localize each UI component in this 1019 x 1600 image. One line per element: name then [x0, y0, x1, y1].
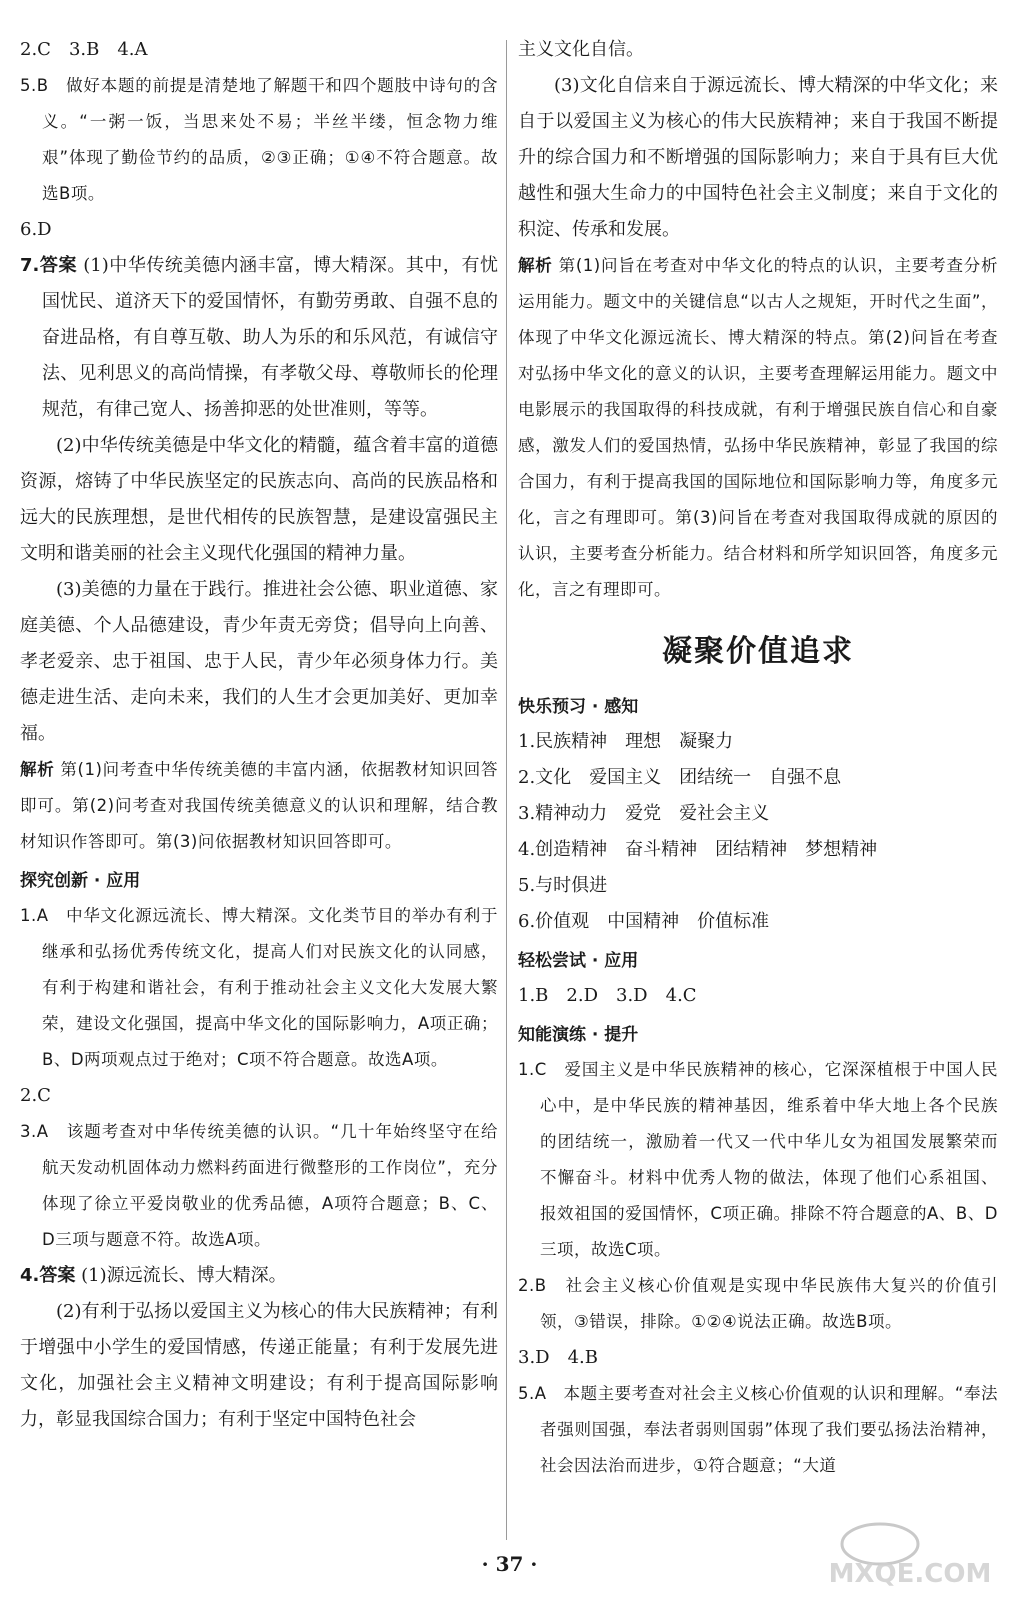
- explore-answer-3: 3.A 该题考查对中华传统美德的认识。“几十年始终坚守在给航天发动机固体动力燃料药面进行微整形的工作岗位”，充分体现了徐立平爱岗敬业的优秀品德，A项符合题意；B、C、D三项与题意不符。故选A项。: [20, 1122, 498, 1249]
- section-preview: 快乐预习 · 感知: [518, 697, 639, 717]
- answer-7-analysis: [20, 752, 498, 860]
- a4-number: 4.: [20, 1265, 40, 1286]
- explore-answer-1: 1.A 中华文化源远流长、博大精深。文化类节目的举办有利于继承和弘扬优秀传统文化，提高人们对民族文化的认同感，有利于构建和谐社会，有利于推动社会主义文化大发展大繁荣，建设文化强国，提高中华文化的国际影响力，A项正确；B、D两项观点过于绝对；C项不符合题意。故选A项。: [20, 906, 498, 1069]
- answer-7-part1: [20, 248, 498, 428]
- try-answers: 1.B 2.D 3.D 4.C: [518, 985, 697, 1006]
- q7-text-1: (1)中华传统美德内涵丰富，博大精深。其中，有忧国忧民、道济天下的爱国情怀，有勤劳勇敢、自强不息的奋进品格，有自尊互敬、助人为乐的和乐风范，有诚信守法、见利思义的高尚情操，有孝敬父母、尊敬师长的伦理规范，有律己宽人、扬善抑恶的处世准则，等等。: [42, 255, 498, 420]
- preview-2: 2.文化 爱国主义 团结统一 自强不息: [518, 767, 842, 788]
- column-divider: [506, 40, 507, 1540]
- answer-7-part2: (2)中华传统美德是中华文化的精髓，蕴含着丰富的道德资源，熔铸了中华民族坚定的民族志向、高尚的民族品格和远大的民族理想，是世代相传的民族智慧，是建设富强民主文明和谐美丽的社会主义现代化强国的精神力量。: [20, 435, 498, 564]
- answer-7-part3: (3)美德的力量在于践行。推进社会公德、职业道德、家庭美德、个人品德建设，青少年责无旁贷；倡导向上向善、孝老爱亲、忠于祖国、忠于人民，青少年必须身体力行。美德走进生活、走向未来，我们的人生才会更加美好、更加幸福。: [20, 579, 498, 744]
- preview-1: 1.民族精神 理想 凝聚力: [518, 731, 734, 752]
- explore-answer-4-part2: (2)有利于弘扬以爱国主义为核心的伟大民族精神；有利于增强中小学生的爱国情感，传递正能量；有利于发展先进文化，加强社会主义精神文明建设；有利于提高国际影响力，彰显我国综合国力；有利于坚定中国特色社会: [20, 1301, 498, 1430]
- a4-text-1: (1)源远流长、博大精深。: [81, 1265, 287, 1286]
- a4-analysis-text: 第(1)问旨在考查对中华文化的特点的认识，主要考查分析运用能力。题文中的关键信息“以古人之规矩，开时代之生面”，体现了中华文化源远流长、博大精深的特点。第(2)问旨在考查对弘扬中华文化的意义的认识，主要考查理解运用能力。题文中电影展示的我国取得的科技成就，有利于增强民族自信心和自豪感，激发人们的爱国热情，弘扬中华民族精神，彰显了我国的综合国力，有利于提高我国的国际地位和国际影响力等，角度多元化，言之有理即可。第(3)问旨在考查对我国取得成就的原因的认识，主要考查分析能力。结合材料和所学知识回答，角度多元化，言之有理即可。: [518, 256, 999, 599]
- section-explore-apply: 探究创新 · 应用: [20, 871, 141, 891]
- answer-4-part3: (3)文化自信来自于源远流长、博大精深的中华文化；来自于以爱国主义为核心的伟大民族精神；来自于我国不断提升的综合国力和不断增强的国际影响力；来自于具有巨大优越性和强大生命力的中国特色社会主义制度；来自于文化的积淀、传承和发展。: [518, 75, 998, 240]
- a4-analysis-label: 解析: [518, 256, 553, 275]
- page-number: · 37 ·: [481, 1552, 538, 1576]
- explore-answer-2: 2.C: [20, 1085, 51, 1106]
- practice-answer-2: 2.B 社会主义核心价值观是实现中华民族伟大复兴的价值引领，③错误，排除。①②④说法正确。故选B项。: [518, 1276, 998, 1331]
- watermark-text: MXQE.COM: [828, 1559, 992, 1589]
- answer-6: 6.D: [20, 219, 52, 240]
- section-practice: 知能演练 · 提升: [518, 1025, 639, 1045]
- q7-number: 7.: [20, 255, 40, 276]
- practice-answers-3-4: 3.D 4.B: [518, 1347, 599, 1368]
- answer-4-continued: 主义文化自信。: [518, 39, 644, 60]
- q7-analysis-label: 解析: [20, 760, 55, 779]
- answer-5: 5.B 做好本题的前提是清楚地了解题干和四个题肢中诗句的含义。“一粥一饭，当思来处不易；半丝半缕，恒念物力维艰”体现了勤俭节约的品质，②③正确；①④不符合题意。故选B项。: [20, 76, 498, 203]
- explore-answer-4-part1: [20, 1258, 498, 1294]
- practice-answer-1: 1.C 爱国主义是中华民族精神的核心，它深深植根于中国人民心中，是中华民族的精神基因，维系着中华大地上各个民族的团结统一，激励着一代又一代中华儿女为祖国发展繁荣而不懈奋斗。材料中优秀人物的做法，体现了他们心系祖国、报效祖国的爱国情怀，C项正确。排除不符合题意的A、B、D三项，故选C项。: [518, 1060, 998, 1259]
- practice-answer-5: 5.A 本题主要考查对社会主义核心价值观的认识和理解。“奉法者强则国强，奉法者弱则国弱”体现了我们要弘扬法治精神，社会因法治而进步，①符合题意；“大道: [518, 1384, 998, 1475]
- answer-4-analysis: [518, 248, 998, 608]
- lesson-title: 凝聚价值追求: [662, 634, 854, 669]
- q7-answer-label: 答案: [39, 255, 77, 276]
- preview-4: 4.创造精神 奋斗精神 团结精神 梦想精神: [518, 839, 878, 860]
- q7-analysis-text: 第(1)问考查中华传统美德的丰富内涵，依据教材知识回答即可。第(2)问考查对我国传统美德意义的认识和理解，结合教材知识作答即可。第(3)问依据教材知识回答即可。: [20, 760, 499, 851]
- preview-3: 3.精神动力 爱党 爱社会主义: [518, 803, 770, 824]
- right-column: [518, 32, 998, 1484]
- preview-5: 5.与时俱进: [518, 875, 608, 896]
- left-column: [20, 32, 498, 1438]
- answers-2-4: 2.C 3.B 4.A: [20, 39, 148, 60]
- a4-answer-label: 答案: [39, 1265, 76, 1286]
- section-try: 轻松尝试 · 应用: [518, 951, 639, 971]
- preview-6: 6.价值观 中国精神 价值标准: [518, 911, 770, 932]
- watermark-logo: [820, 1518, 1000, 1590]
